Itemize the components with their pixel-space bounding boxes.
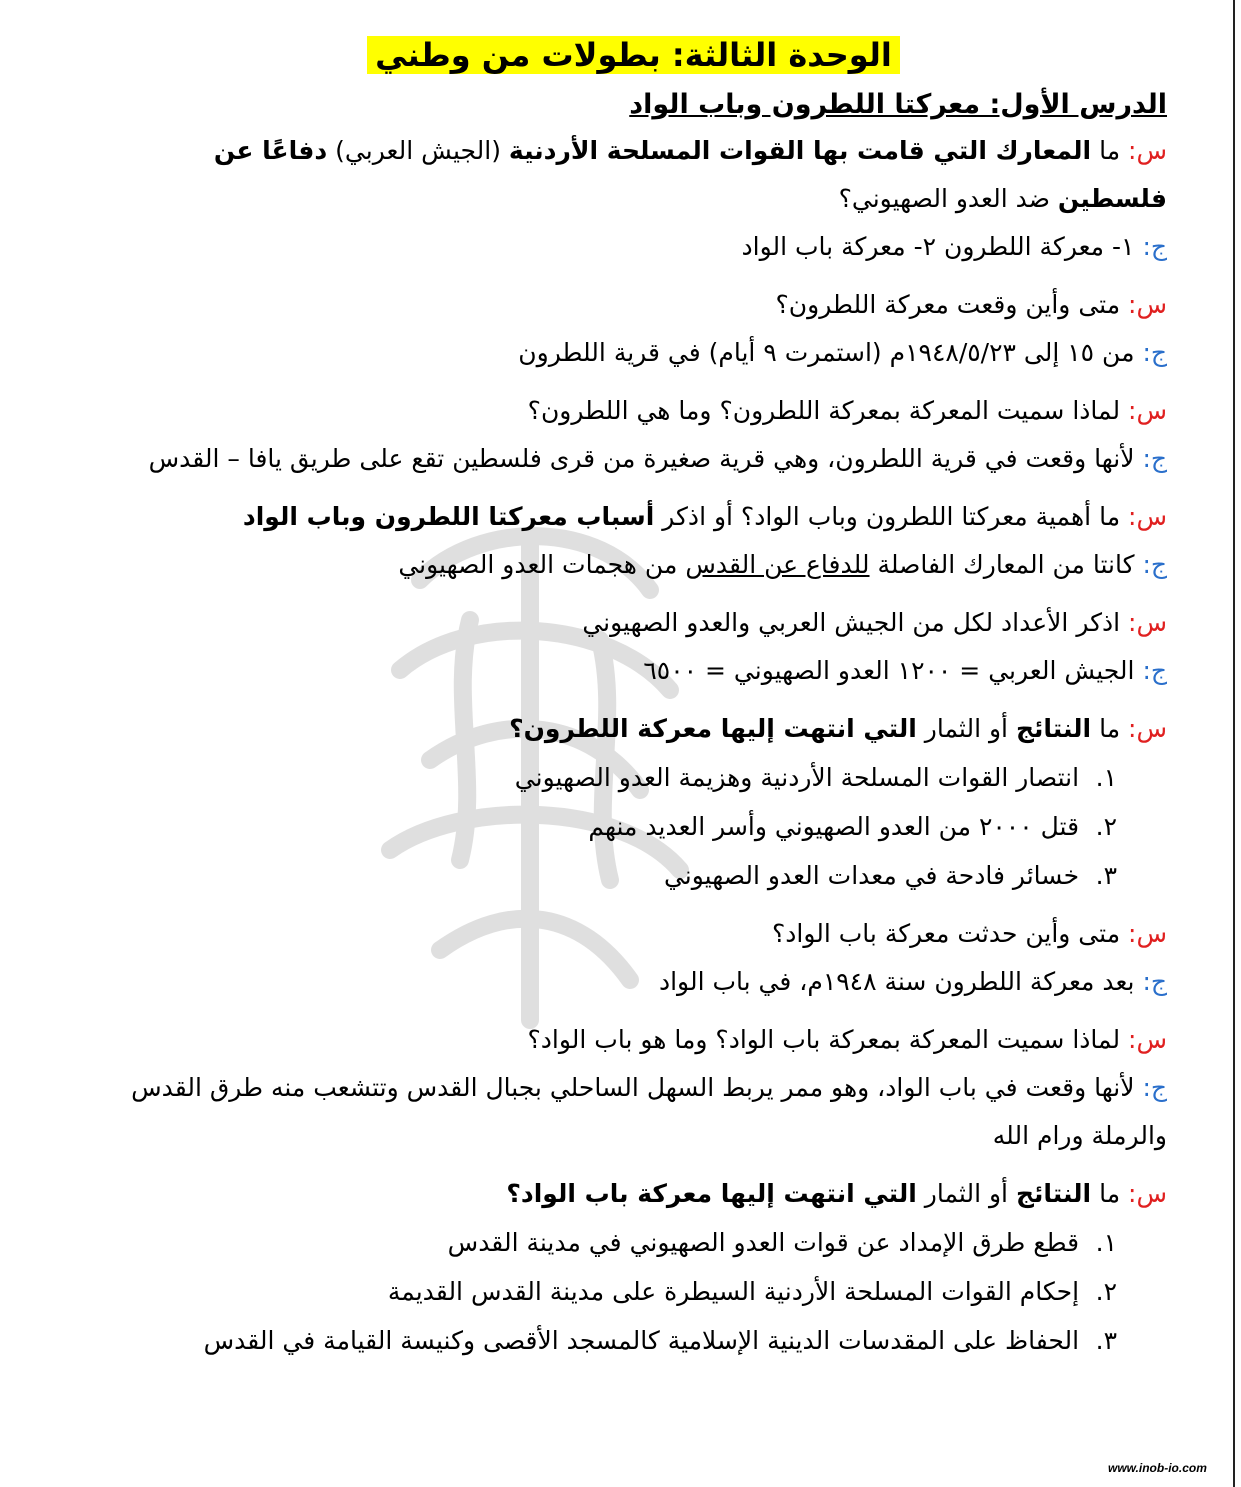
- list-number: ٢.: [1095, 812, 1117, 841]
- question-text: أو الثمار: [924, 714, 1008, 743]
- question-marker: س:: [1128, 396, 1167, 425]
- answer-marker: ج:: [1142, 338, 1167, 367]
- question-text: (الجيش العربي): [335, 136, 501, 165]
- list-item: [100, 1218, 1117, 1267]
- list-item: [100, 1267, 1117, 1316]
- qa-block-7: [100, 910, 1167, 1006]
- answer-text: من هجمات العدو الصهيوني: [398, 550, 678, 579]
- question-bold-text: النتائج: [1015, 714, 1092, 743]
- answer-5: [100, 647, 1167, 695]
- answer-8: [100, 1064, 1167, 1160]
- question-marker: س:: [1128, 1179, 1167, 1208]
- answer-marker: ج:: [1142, 444, 1167, 473]
- answer-2: [100, 329, 1167, 377]
- answer-text: كانتا من المعارك الفاصلة: [877, 550, 1135, 579]
- document-page: [100, 25, 1167, 1480]
- question-6: [100, 705, 1167, 753]
- list-number: ٣.: [1095, 861, 1117, 890]
- list-number: ١.: [1095, 763, 1117, 792]
- list-item: [100, 851, 1117, 900]
- question-8: [100, 1016, 1167, 1064]
- question-text: ما: [1099, 714, 1121, 743]
- qa-block-8: [100, 1016, 1167, 1160]
- list-item: [100, 1316, 1117, 1365]
- results-list-bab-alwad: [100, 1218, 1167, 1365]
- list-number: ٢.: [1095, 1277, 1117, 1306]
- unit-title: [100, 31, 1167, 79]
- question-bold-text: النتائج: [1015, 1179, 1092, 1208]
- question-1: [100, 127, 1167, 223]
- question-5: [100, 599, 1167, 647]
- answer-text: لأنها وقعت في باب الواد، وهو ممر يربط السهل الساحلي بجبال القدس وتتشعب منه طرق القدس والرملة ورام الله: [131, 1073, 1167, 1150]
- question-text: ما: [1099, 136, 1121, 165]
- question-marker: س:: [1128, 290, 1167, 319]
- list-text: قتل ٢٠٠٠ من العدو الصهيوني وأسر العديد منهم: [588, 812, 1080, 841]
- list-text: خسائر فادحة في معدات العدو الصهيوني: [663, 861, 1080, 890]
- answer-marker: ج:: [1142, 656, 1167, 685]
- question-bold-text: التي انتهت إليها معركة باب الواد؟: [506, 1179, 917, 1208]
- question-text: متى وأين وقعت معركة اللطرون؟: [775, 290, 1121, 319]
- question-9: [100, 1170, 1167, 1218]
- answer-marker: ج:: [1142, 967, 1167, 996]
- list-number: ١.: [1095, 1228, 1117, 1257]
- qa-block-1: [100, 127, 1167, 271]
- question-text: ما: [1099, 1179, 1121, 1208]
- unit-title-text: الوحدة الثالثة: بطولات من وطني: [367, 36, 900, 74]
- list-item: [100, 753, 1117, 802]
- question-text: أو الثمار: [924, 1179, 1008, 1208]
- list-number: ٣.: [1095, 1326, 1117, 1355]
- question-7: [100, 910, 1167, 958]
- question-bold-text: المعارك التي قامت بها القوات المسلحة الأردنية: [508, 136, 1092, 165]
- lesson-title-text: الدرس الأول: معركتا اللطرون وباب الواد: [629, 89, 1167, 120]
- question-text: لماذا سميت المعركة بمعركة باب الواد؟ وما هو باب الواد؟: [527, 1025, 1121, 1054]
- question-bold-text: أسباب معركتا اللطرون وباب الواد: [242, 502, 655, 531]
- qa-block-3: [100, 387, 1167, 483]
- answer-3: [100, 435, 1167, 483]
- question-text: ما أهمية معركتا اللطرون وباب الواد؟ أو اذكر: [662, 502, 1121, 531]
- question-marker: س:: [1128, 608, 1167, 637]
- question-text: متى وأين حدثت معركة باب الواد؟: [772, 919, 1121, 948]
- qa-block-4: [100, 493, 1167, 589]
- answer-marker: ج:: [1142, 550, 1167, 579]
- footer-url[interactable]: www.inob-io.com: [1108, 1461, 1207, 1475]
- question-text: اذكر الأعداد لكل من الجيش العربي والعدو الصهيوني: [582, 608, 1121, 637]
- list-item: [100, 802, 1117, 851]
- question-bold-text: دفاعًا عن: [213, 136, 328, 165]
- question-2: [100, 281, 1167, 329]
- question-bold-text: فلسطين: [1057, 184, 1167, 213]
- list-text: انتصار القوات المسلحة الأردنية وهزيمة العدو الصهيوني: [514, 763, 1080, 792]
- question-marker: س:: [1128, 919, 1167, 948]
- list-text: إحكام القوات المسلحة الأردنية السيطرة على مدينة القدس القديمة: [387, 1277, 1080, 1306]
- qa-block-6: [100, 705, 1167, 900]
- question-marker: س:: [1128, 502, 1167, 531]
- question-text: ضد العدو الصهيوني؟: [838, 184, 1050, 213]
- qa-block-5: [100, 599, 1167, 695]
- question-text: لماذا سميت المعركة بمعركة اللطرون؟ وما هي اللطرون؟: [527, 396, 1121, 425]
- answer-marker: ج:: [1142, 232, 1167, 261]
- answer-1: [100, 223, 1167, 271]
- lesson-title: [100, 83, 1167, 127]
- qa-block-2: [100, 281, 1167, 377]
- results-list-lutrun: [100, 753, 1167, 900]
- list-text: قطع طرق الإمداد عن قوات العدو الصهيوني في مدينة القدس: [447, 1228, 1080, 1257]
- answer-text: بعد معركة اللطرون سنة ١٩٤٨م، في باب الواد: [658, 967, 1135, 996]
- answer-text: ١- معركة اللطرون ٢- معركة باب الواد: [741, 232, 1135, 261]
- question-bold-text: التي انتهت إليها معركة اللطرون؟: [509, 714, 917, 743]
- page-border-line: [1233, 0, 1235, 1487]
- answer-text: من ١٥ إلى ١٩٤٨/٥/٢٣م (استمرت ٩ أيام) في قرية اللطرون: [518, 338, 1135, 367]
- answer-7: [100, 958, 1167, 1006]
- question-4: [100, 493, 1167, 541]
- answer-text: لأنها وقعت في قرية اللطرون، وهي قرية صغيرة من قرى فلسطين تقع على طريق يافا – القدس: [148, 444, 1135, 473]
- question-marker: س:: [1128, 714, 1167, 743]
- answer-4: [100, 541, 1167, 589]
- question-3: [100, 387, 1167, 435]
- answer-text: الجيش العربي = ١٢٠٠ العدو الصهيوني = ٦٥٠٠: [643, 656, 1135, 685]
- question-marker: س:: [1128, 1025, 1167, 1054]
- list-text: الحفاظ على المقدسات الدينية الإسلامية كالمسجد الأقصى وكنيسة القيامة في القدس: [203, 1326, 1080, 1355]
- qa-block-9: [100, 1170, 1167, 1365]
- question-marker: س:: [1128, 136, 1167, 165]
- answer-underlined-text: للدفاع عن القدس: [685, 550, 870, 579]
- answer-marker: ج:: [1142, 1073, 1167, 1102]
